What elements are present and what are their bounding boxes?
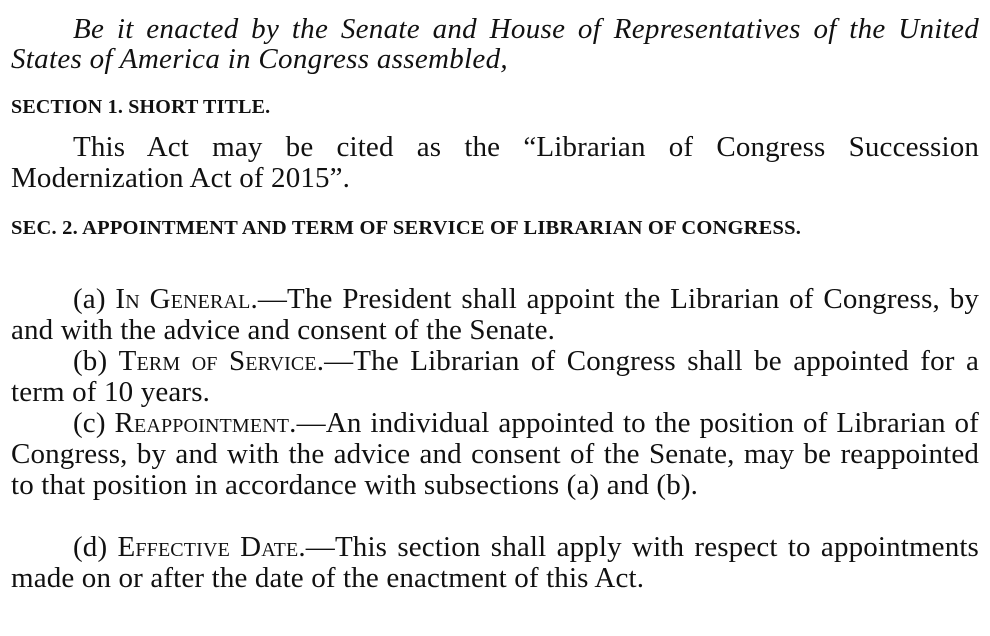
short-title-paragraph: This Act may be cited as the “Librarian of Congress Succession Modernization Act of 2015”. bbox=[11, 131, 979, 194]
subsection-b-designator: (b) bbox=[73, 345, 108, 377]
section-2-heading: SEC. 2. APPOINTMENT AND TERM OF SERVICE OF LIBRARIAN OF CONGRESS. bbox=[11, 217, 802, 239]
subsection-b-text: —The Librarian of Congress shall be appointed for a term of 10 years. bbox=[11, 345, 979, 408]
subsection-d bbox=[11, 532, 979, 594]
section-1-heading: SECTION 1. SHORT TITLE. bbox=[11, 96, 271, 118]
subsection-a-designator: (a) bbox=[73, 283, 106, 315]
subsection-c-text: —An individual appointed to the position of Librarian of Congress, by and with the advice and consent of the Senate, may be reappointed to that position in accordance with subsections (a) and (b). bbox=[11, 407, 979, 501]
subsection-a-text: —The President shall appoint the Librarian of Congress, by and with the advice and consent of the Senate. bbox=[11, 283, 979, 346]
subsection-b-heading: Term of Service. bbox=[118, 345, 325, 377]
subsection-d-heading: Effective Date. bbox=[117, 531, 306, 563]
subsection-d-designator: (d) bbox=[73, 531, 108, 563]
subsection-a bbox=[11, 284, 979, 346]
subsection-d-text: —This section shall apply with respect to appointments made on or after the date of the enactment of this Act. bbox=[11, 531, 979, 594]
subsection-c-designator: (c) bbox=[73, 407, 106, 439]
subsection-c bbox=[11, 408, 979, 501]
subsection-a-heading: In General. bbox=[115, 283, 258, 315]
enacting-clause: Be it enacted by the Senate and House of Representatives of the United States of America in Congress assembled, bbox=[11, 13, 979, 75]
subsection-c-heading: Reappointment. bbox=[114, 407, 297, 439]
subsection-b bbox=[11, 346, 979, 408]
